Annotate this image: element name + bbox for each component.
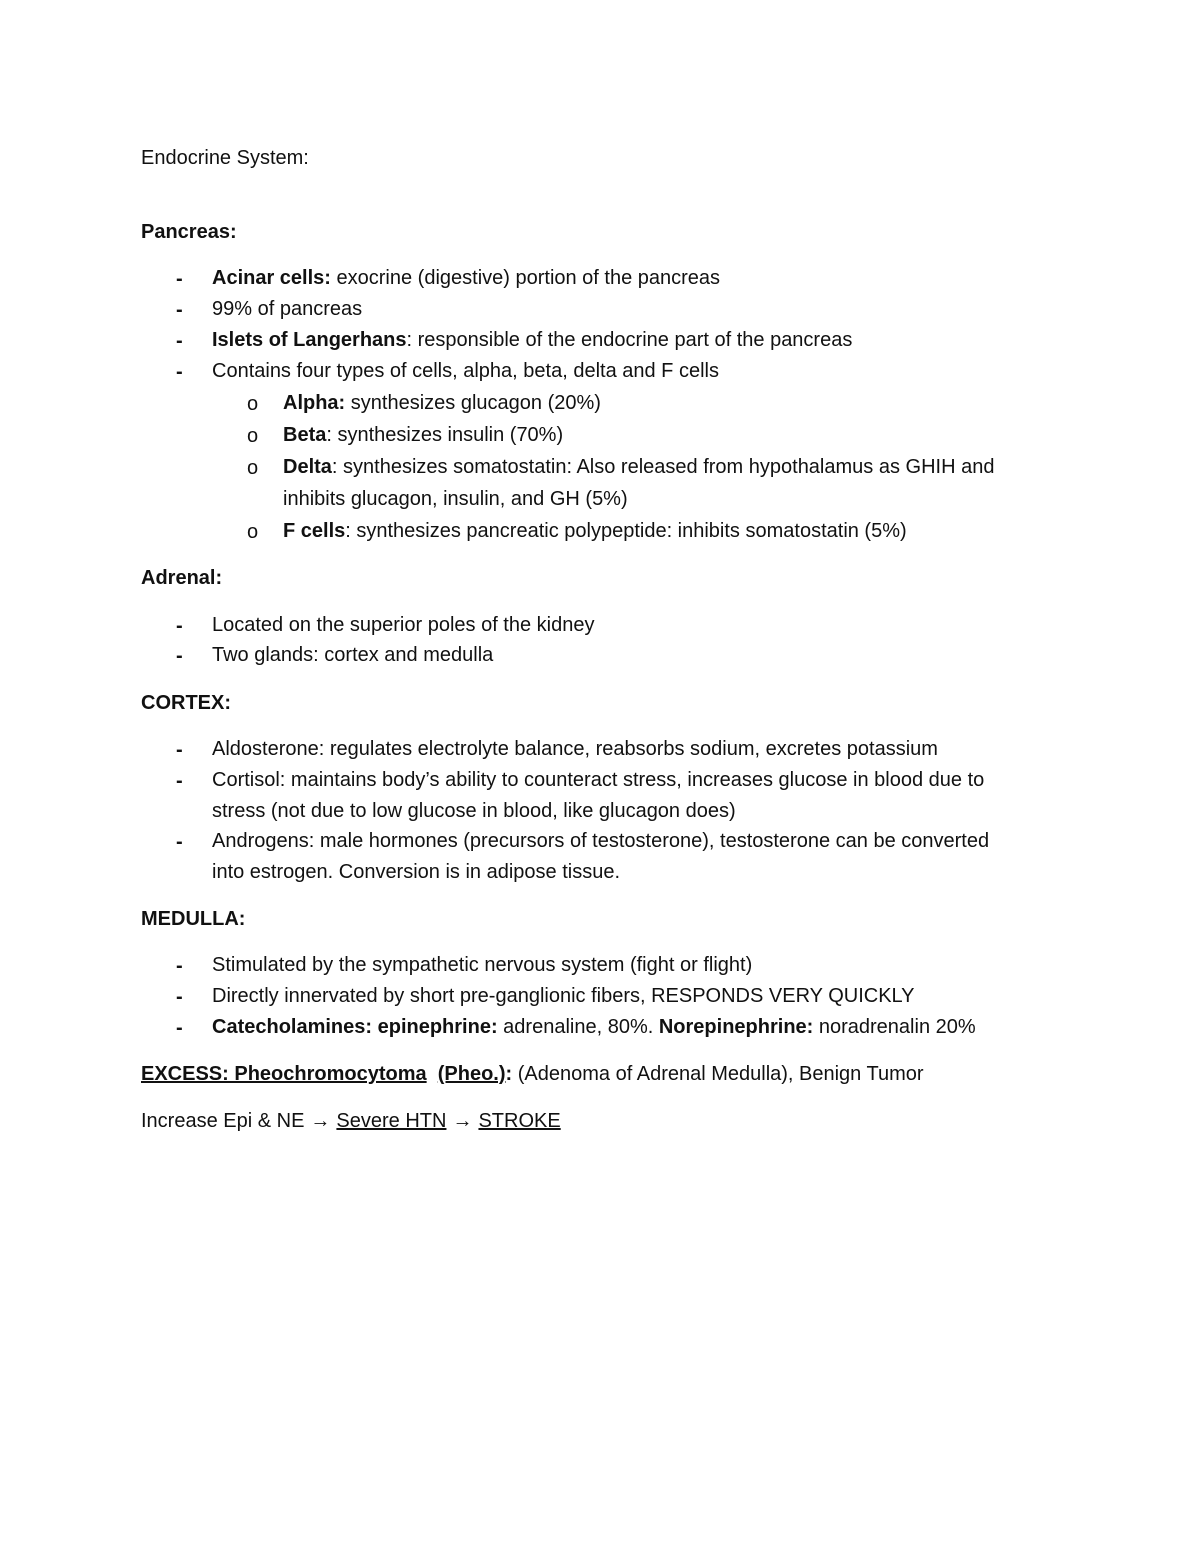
text: synthesizes glucagon (20%)	[345, 392, 601, 414]
bullet-dash: -	[176, 615, 183, 637]
excess-abbreviation: (Pheo.)	[437, 1063, 506, 1085]
excess-label: EXCESS: Pheochromocytoma	[141, 1063, 427, 1085]
text: noradrenalin 20%	[813, 1016, 976, 1038]
adrenal-bullet-location: Located on the superior poles of the kidney	[212, 614, 595, 636]
bullet-dash: -	[176, 299, 183, 321]
bullet-dash: -	[176, 831, 183, 853]
bullet-dash: -	[176, 361, 183, 383]
cortex-bullet-cortisol-continued: stress (not due to low glucose in blood, like glucagon does)	[212, 800, 736, 822]
text: : synthesizes pancreatic polypeptide: inhibits somatostatin (5%)	[345, 520, 907, 542]
subbullet-f-cells	[283, 518, 907, 544]
bullet-dash: -	[176, 770, 183, 792]
arrow-right-icon: →	[452, 1110, 473, 1132]
bullet-dash: -	[176, 739, 183, 761]
cortex-heading: CORTEX:	[141, 692, 231, 714]
subbullet-alpha	[283, 390, 601, 416]
bullet-dash: -	[176, 645, 183, 667]
medulla-bullet-stimulation: Stimulated by the sympathetic nervous system (fight or flight)	[212, 954, 753, 976]
term: Delta	[283, 456, 332, 478]
text: : synthesizes insulin (70%)	[326, 424, 564, 446]
term: Alpha:	[283, 392, 346, 414]
cortex-bullet-cortisol: Cortisol: maintains body’s ability to counteract stress, increases glucose in blood due to	[212, 769, 985, 791]
adrenal-bullet-glands: Two glands: cortex and medulla	[212, 644, 494, 666]
text: exocrine (digestive) portion of the pancreas	[330, 267, 721, 289]
term: Catecholamines: epinephrine:	[212, 1016, 498, 1038]
bullet-dash: -	[176, 268, 183, 290]
medulla-bullet-innervation: Directly innervated by short pre-ganglionic fibers, RESPONDS VERY QUICKLY	[212, 985, 915, 1007]
pancreas-bullet-cell-types: Contains four types of cells, alpha, beta, delta and F cells	[212, 360, 719, 382]
cortex-bullet-androgens-continued: into estrogen. Conversion is in adipose tissue.	[212, 861, 621, 883]
bullet-circle: o	[247, 425, 259, 447]
pancreas-heading: Pancreas:	[141, 221, 237, 243]
chain-end: STROKE	[478, 1110, 561, 1132]
bullet-circle: o	[247, 393, 259, 415]
text: : responsible of the endocrine part of the pancreas	[406, 329, 853, 351]
effect-chain	[141, 1108, 561, 1134]
bullet-circle: o	[247, 521, 259, 543]
term: Islets of Langerhans	[212, 329, 407, 351]
cortex-bullet-aldosterone: Aldosterone: regulates electrolyte balance, reabsorbs sodium, excretes potassium	[212, 738, 938, 760]
chain-start: Increase Epi & NE	[141, 1110, 305, 1132]
arrow-right-icon: →	[310, 1110, 331, 1132]
subbullet-beta	[283, 422, 563, 448]
pancreas-bullet-percent: 99% of pancreas	[212, 298, 363, 320]
bullet-dash: -	[176, 955, 183, 977]
adrenal-heading: Adrenal:	[141, 567, 223, 589]
excess-description: (Adenoma of Adrenal Medulla), Benign Tumor	[512, 1063, 924, 1085]
term: Beta	[283, 424, 327, 446]
bullet-dash: -	[176, 330, 183, 352]
medulla-bullet-catecholamines	[212, 1014, 976, 1040]
bullet-circle: o	[247, 457, 259, 479]
term: Acinar cells:	[212, 267, 331, 289]
bullet-dash: -	[176, 1017, 183, 1039]
excess-colon: :	[505, 1063, 513, 1085]
pancreas-bullet-islets	[212, 327, 852, 353]
term: F cells	[283, 520, 346, 542]
medulla-heading: MEDULLA:	[141, 908, 246, 930]
document-title: Endocrine System:	[141, 147, 309, 169]
pancreas-bullet-acinar	[212, 265, 720, 291]
subbullet-delta-continued: inhibits glucagon, insulin, and GH (5%)	[283, 488, 628, 510]
cortex-bullet-androgens: Androgens: male hormones (precursors of testosterone), testosterone can be converted	[212, 830, 990, 852]
excess-line	[141, 1061, 924, 1087]
bullet-dash: -	[176, 986, 183, 1008]
subbullet-delta	[283, 454, 994, 480]
text: : synthesizes somatostatin: Also released from hypothalamus as GHIH and	[331, 456, 995, 478]
term: Norepinephrine:	[658, 1016, 814, 1038]
chain-middle: Severe HTN	[336, 1110, 447, 1132]
text: adrenaline, 80%.	[497, 1016, 659, 1038]
